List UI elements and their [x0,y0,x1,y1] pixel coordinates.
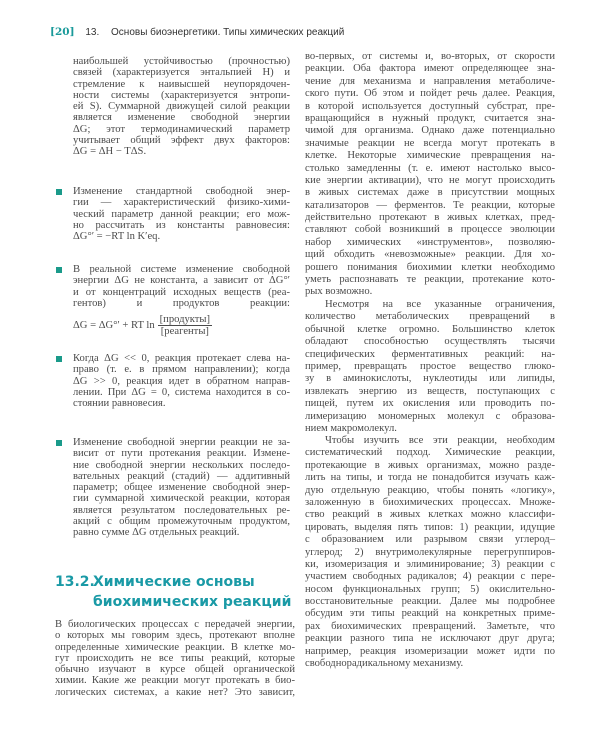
text-line: углерод; 2) внутримолекулярные перегруппиров- [305,546,555,558]
running-header [50,26,344,38]
text-line: стоянии равновесия. [73,398,166,410]
bullet-delta-g-sign [73,353,290,409]
text-line: реакции. Оба фактора имеют определяющее зна- [305,63,555,75]
text-line: чимой для организма. Однако даже потенциально [305,125,555,137]
text-line: катализаторов — ферментов. Те реакции, которые [305,199,555,211]
text-line: извлекать энергию из веществ, поступающих с [305,385,555,397]
text-line: кие энергии активации), что не могут происходить [305,174,555,186]
text-line: нием макромолекул. [305,422,397,434]
text-line: параметр; общее изменение свободной энер- [73,482,290,494]
text-line: Несмотря на все указанные ограничения, [325,299,555,310]
text-line: лить на типы, и тогда не понадобится изучать каж- [305,472,555,484]
text-line: значимые реакции не всегда могут протекать в [305,137,555,149]
text-line: гут происходить не все типы реакций, которые [55,652,295,664]
text-line: ки, изомеризация и элиминирование; 3) реакции с [305,558,555,570]
formula-lhs: ΔG = ΔG°′ + RT ln [73,319,155,331]
right-paragraph-1 [305,51,555,299]
page-number: [20] [50,26,75,38]
text-line: учитывает общий эффект двух факторов: [73,135,290,147]
section-heading [55,572,291,612]
section-number: 13.2. [55,574,95,590]
text-line: цировать, выделяя пять типов: 1) реакции, идущие [305,521,555,533]
text-line: ство реакций в живых клетках можно классифи- [305,509,555,521]
text-line: ности системы (характеризуется энтропи- [73,89,290,101]
text-line: гентов) и продуктов реакции: [73,297,290,309]
text-line: зу в аминокислоты, нуклеотиды или липиды, [305,373,555,385]
text-line: и от концентраций исходных веществ (реа- [73,286,290,298]
text-line: обсудим эти типы реакций на конкретных приме- [305,608,555,620]
text-line: лимеризацию мономерных молекул с образова- [305,410,555,422]
text-line: Изменение стандартной свободной энер- [73,186,290,197]
section-title-line2: биохимических реакций [93,594,292,610]
text-line: вательных реакций (стадий) — аддитивный [73,470,290,482]
text-line: определенные химические реакции. В клетке мо- [55,641,295,653]
text-line: равно сумме ΔG отдельных реакций. [73,527,240,539]
bullet-icon [56,189,62,195]
text-line: рых возможно. [305,286,373,298]
text-line: дую отдельную реакцию, чтобы понять «логику», [305,484,555,496]
text-line: гии — характеристический физико-хими- [73,197,290,209]
text-line: обладают способностью осуществлять тысячи [305,336,555,348]
text-line: обычной клетке огромно. Большинство клеток [305,323,555,335]
text-line: в живых системах даже в присутствии мощных [305,187,555,199]
text-line: ΔG°′ = −RT ln K′eq. [73,231,161,243]
bullet-icon [56,356,62,362]
text-line: вращающийся в нужный продукт, считается зна- [305,112,555,124]
text-line: о которых мы говорим здесь, протекают вполне [55,630,295,642]
text-line: энергии ΔG не константа, а зависит от ΔG°′ [73,275,290,287]
text-line: пищей, путем их окисления или проводить по- [305,398,555,410]
text-line: ΔG >> 0, реакция идет в обратном направ- [73,375,290,387]
text-line: ние свободной энергии нескольких последо- [73,459,290,471]
text-line: акций с общим промежуточным продуктом, [73,516,290,528]
text-line: чение для механизма и направления метаболиче- [305,75,555,87]
text-line: протекающие в живых организмах, можно разде- [305,459,555,471]
bullet-real-system [73,264,290,309]
bullet-icon [56,267,62,273]
text-line: ΔG; этот термодинамический параметр [73,123,290,135]
text-line: лении. При ΔG = 0, система находится в со- [73,386,290,398]
text-line: щий обходить «невозможные» реакции. Для хо- [305,249,555,261]
text-line: Когда ΔG << 0, реакция протекает слева на- [73,353,290,364]
text-line: ей S). Суммарной движущей силой реакции [73,101,290,113]
text-line: носом функциональных групп; 5) окислительно- [305,583,555,595]
text-line: Изменение свободной энергии реакции не за- [73,437,290,448]
text-line: ческий параметр данной реакции; его мож- [73,208,290,220]
text-line: обычно изучают в курсе общей органической [55,664,295,676]
chapter-title: Основы биоэнергетики. Типы химических реакций [111,27,345,38]
text-line: является изменение свободной энергии [73,112,290,124]
formula-denominator: [реагенты] [160,325,209,337]
text-line: участием свободных радикалов; 4) реакции с пере- [305,571,555,583]
text-line: В биологических процессах с передачей энергии, [55,619,295,630]
text-line: ΔG = ΔH − TΔS. [73,146,147,158]
right-paragraph-2 [305,299,555,435]
text-line: В реальной системе изменение свободной [73,264,290,275]
text-line: уметь распознавать те реакции, протекание кото- [305,274,555,286]
text-line: заложенную в биохимических процессах. Множе- [305,496,555,508]
chapter-number: 13. [85,27,100,38]
text-line: является результатом последовательных ре- [73,504,290,516]
formula-fraction [158,314,212,337]
text-line: но рассчитать из константы равновесия: [73,219,290,231]
formula-numerator: [продукты] [159,313,211,325]
text-line: восстановительные реакции. Далее мы подробнее [305,596,555,608]
text-line: висит от пути протекания реакции. Измене- [73,448,290,460]
text-line: химии. Какие же реакции могут протекать в био- [55,675,295,687]
text-line: ского пути. Об этом и пойдет речь далее. Реакция, [305,88,555,100]
text-line: столько замедленны (т. е. имеют настолько высо- [305,162,555,174]
text-line: во-первых, от системы и, во-вторых, от скорости [305,51,555,62]
text-line: рах биохимических превращений. Заметьте, что [305,620,555,632]
text-line: клетке. Некоторые химические превращения на- [305,150,555,162]
text-line: систематический подход. Химические реакции, [305,447,555,459]
text-line: наибольшей устойчивостью (прочностью) [73,56,290,67]
text-line: ставляют собой возникший в процессе эволюции [305,224,555,236]
text-line: действительно протекают в живых клетках, пред- [305,212,555,224]
intro-paragraph [73,56,290,158]
text-line: стремление к наивысшей неупорядочен- [73,78,290,90]
text-line: количество метаболических превращений в [305,311,555,323]
section-title-line1: Химические основы [93,574,255,590]
free-energy-formula [73,312,212,338]
text-line: специфических ферментативных реакций: на- [305,348,555,360]
text-line: с образованием или разрывом связи углерод– [305,534,555,546]
bullet-path-independence [73,437,290,539]
right-paragraph-3 [305,435,555,670]
text-line: логических системах, а какие нет? Это зависит, [55,686,295,698]
text-line: Чтобы изучить все эти реакции, необходим [325,435,555,446]
text-line: например, реакция изомеризации может идти по [305,645,555,657]
bullet-standard-free-energy [73,186,290,242]
text-line: рошего понимания биохимии клетки необходимо [305,261,555,273]
text-line: право (т. е. в прямом направлении); когда [73,364,290,376]
text-line: в которой используется доступный субстрат, пре- [305,100,555,112]
text-line: гии суммарной химической реакции, которая [73,493,290,505]
text-line: свободнорадикальному механизму. [305,658,464,670]
text-line: пример, превращать простое вещество глюко- [305,360,555,372]
text-line: реакции разного типа не исключают друг друга; [305,633,555,645]
text-line: связей (характеризуется энтальпией H) и [73,67,290,79]
section-body-paragraph [55,619,295,698]
text-line: набор химических «инструментов», позволяю- [305,236,555,248]
bullet-icon [56,440,62,446]
